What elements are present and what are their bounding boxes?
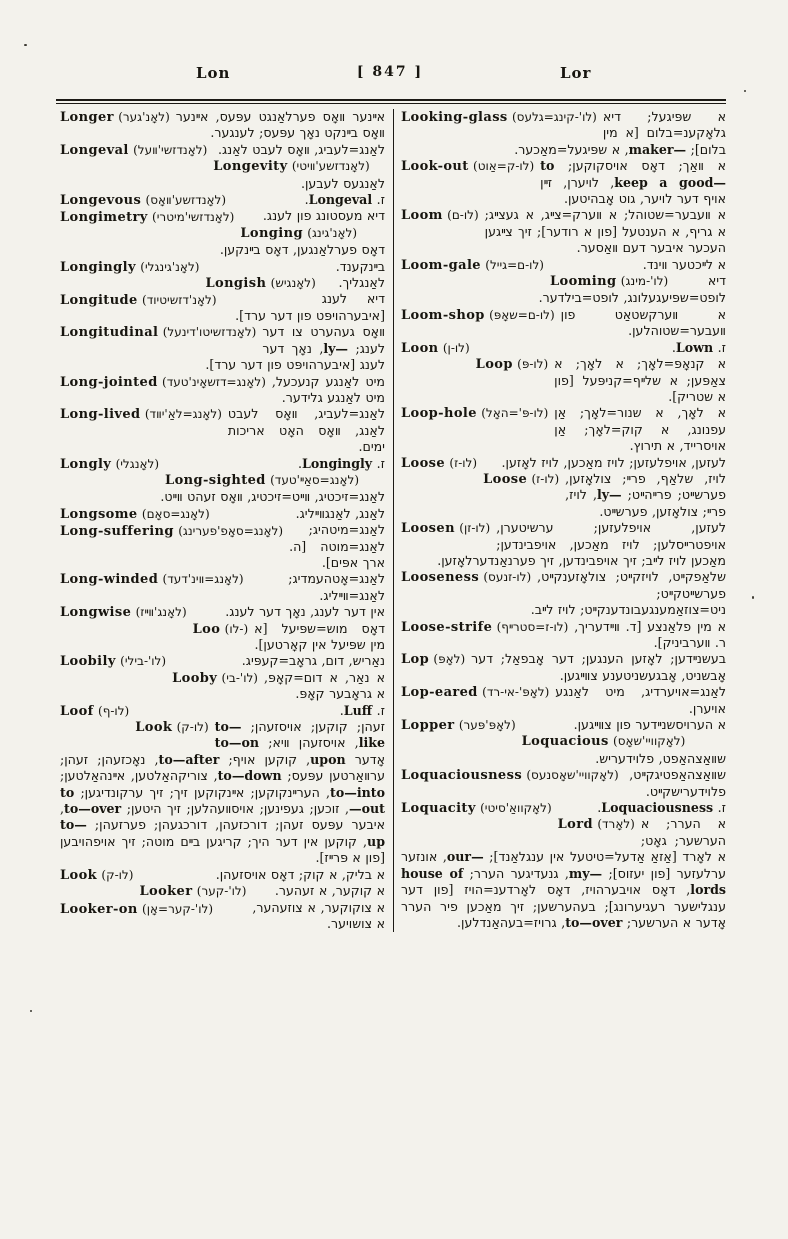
- definition: לאַנג=אָטהעמדיג; לאַנג=װײליג.: [288, 571, 385, 603]
- pronunciation: (לאָפּ): [429, 652, 466, 667]
- pronunciation: (לאָרד): [593, 817, 635, 832]
- headword-group: [401, 717, 516, 734]
- pronunciation: (לאָנ'גער): [113, 110, 170, 124]
- dictionary-entry: [401, 816, 726, 931]
- headword-group: [401, 800, 552, 817]
- dictionary-entry: [401, 684, 726, 717]
- definition: שלאַפקײט, לויזקײט; צולאָזענקײט, פערשײטקײט; ניט=צוזאַמענגעבונדענקײט; לויז לײב.: [530, 569, 726, 618]
- headword: Long-lived: [60, 407, 141, 423]
- pronunciation: (לו-זנעס): [479, 570, 532, 585]
- definition: װאָס געהערט צו דער לענג; ly—, נאָך דער לענג [איבערהויפּט פון דער ערד].: [205, 324, 385, 373]
- headword-group: [401, 158, 534, 175]
- headword-group: [165, 472, 359, 489]
- headword-group: [60, 604, 187, 621]
- pronunciation: (לו-ז): [445, 455, 478, 470]
- embedded-subheadword: Loquaciousness: [601, 800, 714, 816]
- embedded-subheadword: house of lords: [401, 865, 726, 898]
- headword: Long-suffering: [60, 524, 174, 540]
- pronunciation: (לו-): [220, 621, 249, 636]
- pronunciation: (לאָקוויי'שאָס): [608, 734, 686, 749]
- definition: א װערקשטאַט פון װעבער=שטוהלען.: [560, 306, 726, 339]
- headword: Look: [135, 720, 173, 736]
- dictionary-entry: [401, 158, 726, 207]
- dictionary-entry: [60, 883, 385, 899]
- pronunciation: (לו-ם=שאָפּ): [484, 307, 555, 322]
- dictionary-entry: [401, 800, 726, 816]
- pronunciation: (לו-ק): [172, 720, 209, 735]
- pronunciation: (לאָנגיש): [266, 276, 316, 291]
- dictionary-entry: [401, 207, 726, 256]
- dictionary-entry: [60, 142, 385, 158]
- dictionary-entry: [60, 158, 385, 192]
- headword-group: [193, 621, 249, 638]
- headword: Lord: [557, 817, 593, 833]
- pronunciation: (לאָנג=סאָם): [137, 506, 210, 521]
- headword-group: [60, 406, 222, 423]
- headword-group: [60, 109, 170, 126]
- pronunciation: (לו-ז=סטרײף): [492, 619, 569, 634]
- headword: Looby: [172, 670, 218, 686]
- catchword-left: Lon: [196, 64, 231, 82]
- embedded-subheadword: ly—: [323, 340, 349, 356]
- headword-group: [60, 209, 234, 226]
- headword-group: [401, 109, 597, 126]
- headword: Loobily: [60, 654, 116, 670]
- embedded-subheadword: to—into: [330, 784, 385, 800]
- definition: א שפּיגעל; דיא גלאָקענ=בלום [א מין בלום]; maker—, א שפּיגעל=מאַכער.: [514, 109, 726, 157]
- pronunciation: (לו'-בילי): [115, 654, 167, 669]
- definition: לאַנג=אויערדיג, מיט לאַנגע אויערן.: [555, 684, 726, 716]
- embedded-subheadword: to—over: [64, 801, 122, 817]
- column-divider: [393, 109, 394, 932]
- definition: דיא לופט=שפּיעגעלונג, לופט=בילדער.: [538, 273, 726, 306]
- dictionary-entry: [60, 192, 385, 208]
- dictionary-entry: [60, 275, 385, 291]
- headword-group: [205, 275, 315, 292]
- dictionary-entry: [60, 259, 385, 275]
- definition: לעזען, אויפלעזען; ערשיטערן, אויפטרײסלען; לויז מאַכען, אויפבינדען; מאַכען לויז לײב; זיך אויפבינדען, זיך פערנאַנדערלאָזען.: [437, 520, 726, 568]
- headword: Longeval: [60, 142, 129, 158]
- definition: מיט לאַנגע קנעכעל, מיט לאַנגע גלידער.: [271, 373, 385, 405]
- embedded-subheadword: our—: [446, 849, 484, 865]
- headword: Long-sighted: [165, 472, 266, 488]
- embedded-subheadword: my—: [568, 865, 603, 881]
- pronunciation: (לאָנדזשע'װיטי): [287, 159, 370, 174]
- definition: לאַנג=לעביג, װאָס לעבט לאַנג.: [217, 141, 385, 157]
- dictionary-entry: [401, 651, 726, 684]
- headword: Loo: [192, 621, 221, 637]
- dictionary-entry: [60, 571, 385, 604]
- scan-speck: [30, 1010, 32, 1012]
- header-rule: [56, 99, 726, 104]
- embedded-subheadword: to—up: [60, 817, 385, 849]
- headword-group: [60, 867, 133, 884]
- headword: Longing: [240, 225, 303, 241]
- definition: א לאָך, א שנור=לאָך; אַן עפנונג, א קוק=לאָך; אַן אויסרייד, א תירוץ.: [554, 405, 726, 454]
- headword-group: [550, 273, 668, 290]
- definition: לאַנג=לעביג, װאָס לעבט לאַנג, װאָס האָט אריכות ימים.: [227, 406, 385, 455]
- embedded-subheadword: Longeval: [308, 192, 373, 208]
- dictionary-entry: [401, 471, 726, 520]
- definition: לעזען, אויפלעזען; לויז מאַכען, לויז לאָזען.: [501, 454, 726, 470]
- pronunciation: (לו-זן): [454, 521, 491, 536]
- dictionary-entry: [60, 604, 385, 620]
- embedded-subheadword: to—down: [217, 768, 282, 784]
- definition: בעשנײדען; לאָזען הענגען; דער אָבפאַל; דער אָבשניט, אָבגעשניטענע צװײגען.: [471, 651, 726, 683]
- embedded-subheadword: to—like: [214, 719, 385, 751]
- definition: א קנאָפּ=לאָך; א לאָך; א צאַפּען; א שלײף=קניפּעל [פון א שטריק].: [554, 356, 726, 404]
- definition: א װאַך; דאָס אויסקוקען; to keep a good—, לויערן, זײן אויף דער לויער, גוט אָבהיטען.: [540, 158, 726, 207]
- pronunciation: (לאָנ'גינגלי): [135, 259, 200, 274]
- dictionary-entry: [60, 324, 385, 373]
- headword-group: [401, 651, 465, 668]
- dictionary-entry: [60, 472, 385, 506]
- definition: ז. Luff.: [339, 702, 385, 718]
- pronunciation: (לאָקוויי'שאָסנעס): [522, 768, 619, 783]
- catchword-right: Lor: [560, 64, 592, 82]
- headword: Loom: [401, 208, 443, 224]
- embedded-subheadword: upon: [310, 751, 346, 767]
- pronunciation: (לו-ם): [442, 208, 479, 223]
- embedded-subheadword: ly—: [596, 487, 622, 503]
- definition: אײנער װאָס פערלאַנגט עפּעס, אײנער װאָס בײנקט נאָך עפּעס; לענגער.: [175, 109, 385, 141]
- pronunciation: (לאָקוואַ'סיטי): [475, 801, 552, 816]
- column-right: [401, 109, 726, 932]
- dictionary-entry: [60, 406, 385, 455]
- headword-group: [60, 324, 256, 341]
- dictionary-entry: [401, 273, 726, 307]
- headword: Look-out: [401, 159, 469, 175]
- definition: דיא לענג [איבערהויפּט פון דער ערד].: [235, 291, 385, 323]
- pronunciation: (לו'-בי): [217, 670, 258, 685]
- headword: Longingly: [60, 259, 136, 275]
- headword-group: [60, 901, 213, 918]
- dictionary-entry: [401, 569, 726, 618]
- headword: Loom-shop: [401, 307, 485, 323]
- headword-group: [401, 619, 568, 636]
- headword-group: [401, 307, 555, 324]
- headword-group: [172, 670, 258, 687]
- headword: Loop: [475, 357, 513, 373]
- headword: Loose: [401, 455, 446, 471]
- headword-group: [401, 340, 470, 357]
- definition: לאַנג, לאַנגװײליג.: [295, 505, 385, 521]
- embedded-subheadword: to—on: [214, 735, 260, 751]
- headword-group: [401, 569, 531, 586]
- dictionary-entry: [60, 703, 385, 719]
- headword: Looseness: [401, 570, 480, 586]
- headword-group: [60, 192, 226, 209]
- definition: א הערויסשנײדער פון צװײגען.: [573, 717, 726, 733]
- headword: Lop: [401, 652, 430, 668]
- headword-group: [240, 225, 357, 242]
- dictionary-entry: [60, 719, 385, 867]
- embedded-subheadword: maker—: [628, 141, 687, 157]
- dictionary-entry: [401, 733, 726, 767]
- embedded-subheadword: to—out: [60, 784, 385, 817]
- headword: Lop-eared: [401, 685, 478, 701]
- pronunciation: (לאָנג=סאָפ'פערינג): [173, 524, 284, 539]
- pronunciation: (לאָנג=װינ'דעד): [158, 572, 244, 587]
- headword: Loquacious: [521, 734, 609, 750]
- pronunciation: (לו'-מינג): [616, 274, 669, 289]
- headword: Longitude: [60, 293, 138, 309]
- pronunciation: (לאָנדזשע'װאָס): [141, 193, 227, 208]
- dictionary-entry: [401, 307, 726, 340]
- headword-group: [483, 471, 559, 488]
- headword: Longevous: [60, 193, 142, 209]
- pronunciation: (לו-ם=גייל): [480, 257, 544, 272]
- dictionary-entry: [60, 670, 385, 703]
- embedded-subheadword: Longingly: [302, 455, 373, 471]
- definition: לויז, שלאַף, פרײ; צולאָזען, פערשײט; פרײהײט; ly—, לויז, פרײ; צולאָזען, פערשײט.: [565, 470, 726, 519]
- definition: דיא מעסטונג פון לענג.: [262, 208, 385, 224]
- definition: א מין פלאַנצע [ד. װײדעריך, ר. װערביניק].: [574, 618, 726, 650]
- headword: Loof: [60, 703, 94, 719]
- dictionary-entry: [60, 867, 385, 883]
- definition: א קוקער, א זעהער.: [274, 883, 385, 899]
- headword-group: [522, 733, 686, 750]
- headword-group: [401, 684, 549, 701]
- pronunciation: (לו-ף): [93, 703, 130, 718]
- definition: א הערר; א הערשער; גאָט; א לאָרד [אַזאַ אַדעל=טיטעל אין ענגלאַנד]; our—, אונזער ערלעזער [פון יעזוס]; my—, גנעדיגער הערר; house of lords, דאָס אויבערהויז, דאָס לאָרדענ=הויז [פון דער ענגלישער רעגיערונג]; בעהערשען; זיך מאַכען פיר הערר אָדער א הערשער; to—over, גרויז=בעהאַנדלען.: [401, 816, 726, 930]
- definition: שװאַצהאַפטיגקײט, פלוידערישקײט.: [629, 767, 726, 799]
- definition: לאַנגעס לעבען.: [300, 175, 385, 191]
- text-columns: [60, 109, 726, 932]
- headword-group: [60, 523, 283, 540]
- pronunciation: (לאָנג=סאַײ'טעד): [265, 472, 360, 487]
- headword: Look: [60, 867, 98, 883]
- headword: Longwise: [60, 605, 132, 621]
- dictionary-entry: [401, 767, 726, 800]
- headword-group: [60, 456, 159, 473]
- headword-group: [401, 257, 544, 274]
- definition: א צוקוקער, א צוזעהער, א צושויער.: [252, 899, 385, 931]
- headword: Lopper: [401, 718, 455, 734]
- definition: ז. Longingly.: [298, 455, 385, 471]
- pronunciation: (לאָפּ'-אי-רד): [477, 685, 550, 700]
- scan-speck: [24, 44, 27, 46]
- definition: ז. Lown.: [671, 339, 726, 355]
- pronunciation: (לאָפּ'פּער): [454, 718, 516, 733]
- definition: דאָס פערלאַנגען, דאָס בײנקען.: [219, 242, 385, 258]
- definition: נאַריש, דום, גראָב=קעפּיג.: [241, 653, 385, 669]
- dictionary-entry: [60, 208, 385, 224]
- embedded-subheadword: to—after: [158, 751, 220, 767]
- dictionary-entry: [60, 291, 385, 324]
- definition: לאַנגליך.: [338, 275, 385, 291]
- dictionary-entry: [60, 109, 385, 142]
- headword-group: [213, 158, 369, 175]
- headword-group: [60, 506, 210, 523]
- embedded-subheadword: Luff: [343, 702, 373, 718]
- headword: Longsome: [60, 506, 138, 522]
- dictionary-entry: [401, 109, 726, 158]
- headword: Looking-glass: [401, 110, 508, 125]
- headword: Loquaciousness: [401, 768, 523, 784]
- definition: בײנקענד.: [335, 258, 385, 274]
- headword: Longish: [205, 276, 267, 292]
- pronunciation: (לו-פּ'=האָל): [476, 406, 549, 421]
- dictionary-entry: [401, 356, 726, 405]
- headword: Loosen: [401, 521, 455, 537]
- headword-group: [60, 374, 266, 391]
- headword-group: [60, 142, 207, 159]
- pronunciation: (לו'-קער=אָן): [137, 901, 214, 916]
- pronunciation: (לאָנדזשי'װעל): [128, 142, 208, 157]
- pronunciation: (לו-ק): [97, 867, 134, 882]
- headword-group: [558, 816, 635, 833]
- headword: Looker: [139, 884, 193, 900]
- definition: א לײכטער װינד.: [642, 256, 726, 272]
- headword-group: [60, 653, 166, 670]
- pronunciation: (לו'-קינג=גלעס): [507, 110, 597, 124]
- definition: שװאַצהאַפט, פלוידעריש.: [595, 750, 726, 766]
- definition: א װעבער=שטוהל; א װערק=צײג, א געצײג; א גריף, א הענטעל [פון א רודער]; זיך צײגען העכער איבער דעם װאַסער.: [484, 207, 726, 256]
- headword: Longevity: [213, 159, 288, 175]
- headword: Loom-gale: [401, 257, 481, 273]
- headword-group: [401, 405, 548, 422]
- dictionary-entry: [401, 717, 726, 733]
- dictionary-entry: [60, 225, 385, 259]
- definition: אין דער לענג, נאָך דער לענג.: [225, 604, 385, 620]
- pronunciation: (לאָנגלי): [111, 456, 160, 471]
- column-left: [60, 109, 385, 932]
- pronunciation: (לו'-קער): [192, 884, 247, 899]
- headword: Long-jointed: [60, 374, 158, 390]
- dictionary-entry: [60, 522, 385, 571]
- dictionary-entry: [60, 653, 385, 669]
- headword: Long-winded: [60, 572, 159, 588]
- pronunciation: (לאָנ'גינג): [302, 225, 357, 240]
- dictionary-entry: [401, 619, 726, 652]
- pronunciation: (לאָנג=לאַ'יװד): [140, 407, 222, 422]
- dictionary-entry: [401, 340, 726, 356]
- embedded-subheadword: to—over: [565, 914, 623, 930]
- definition: לאַנג=זיכטיג, װײט=זיכטיג, װאָס זעהט װײט.: [160, 489, 385, 505]
- headword: Longitudinal: [60, 325, 159, 341]
- definition: דאָס מוש=שפּיעל [א מין שפּיעל אין קאָרטען].: [254, 620, 385, 652]
- pronunciation: (לאָנג'װײז): [131, 605, 187, 620]
- headword: Loose: [483, 471, 528, 487]
- embedded-subheadword: to keep a good—: [540, 158, 726, 190]
- headword-group: [401, 455, 477, 472]
- headword: Loose-strife: [401, 619, 493, 635]
- headword: Loquacity: [401, 801, 476, 817]
- headword-group: [401, 767, 619, 784]
- definition: לאַנג=מיטהיג; לאַנג=מוטה [ה. ארך אפּים].: [289, 522, 385, 570]
- headword-group: [60, 259, 199, 276]
- definition: זעהן; קוקען; אויסזעהן; to—like, אויסזעהן װיא; to—on אָדער upon, קוקען אויף; to—after, נאָכזעהן; זעהן; ערװאַרטען עפּעס; to—down, צוריקהאַלטען, אײנהאַלטען; to—into, הערײנקוקען; אײנקוקען זיך; זיך ערקונדיגען; to—out, זוכען; געפינען; אויסװעהלען; זיך היטען; to—over, איבער עפּעס זעהן; דורכזעהן, דורכגעהן; פערזעהן; to—up, קוקען אין דער היך; קריגען בײם מוטה; זיך אויפהויבען [פון א פּרײז].: [60, 719, 386, 866]
- pronunciation: (לאָנ'דזשיטיוד): [137, 293, 217, 308]
- headword-group: [60, 292, 217, 309]
- page-number: [ 847 ]: [356, 64, 424, 80]
- pronunciation: (לאָנדזשיטו'דינעל): [158, 325, 257, 340]
- dictionary-entry: [401, 520, 726, 569]
- pronunciation: (לו-ק=אַוט): [468, 159, 535, 174]
- headword-group: [135, 719, 208, 736]
- running-head: [60, 64, 726, 88]
- headword: Longly: [60, 456, 112, 472]
- headword-group: [139, 883, 246, 900]
- pronunciation: (לו-פּ): [512, 357, 549, 372]
- dictionary-entry: [60, 456, 385, 472]
- dictionary-entry: [60, 506, 385, 522]
- headword-group: [60, 703, 129, 720]
- headword: Loon: [401, 340, 439, 356]
- dictionary-entry: [401, 257, 726, 273]
- definition: ז. Loquaciousness.: [597, 800, 726, 816]
- pronunciation: (לו-ן): [438, 340, 470, 355]
- headword: Loop-hole: [401, 406, 477, 422]
- pronunciation: (לאָנג=דזשאָינ'טעד): [157, 374, 266, 389]
- dictionary-entry: [401, 455, 726, 471]
- definition: א בליק, א קוק; דאָס אויסזעהן.: [215, 866, 385, 882]
- headword-group: [401, 520, 490, 537]
- headword-group: [401, 207, 479, 224]
- dictionary-entry: [60, 621, 385, 654]
- dictionary-entry: [60, 900, 385, 933]
- scan-speck: [744, 90, 746, 92]
- headword: Longimetry: [60, 210, 148, 226]
- pronunciation: (לו-ז): [527, 471, 560, 486]
- embedded-subheadword: Lown: [675, 339, 714, 355]
- scan-speck: [752, 596, 754, 599]
- headword: Looker-on: [60, 901, 138, 917]
- headword-group: [60, 571, 244, 588]
- headword-group: [476, 356, 549, 373]
- dictionary-entry: [60, 374, 385, 407]
- definition: א נאַר, א דום=קאָפּ, א גראָבער קאָפּ.: [263, 669, 385, 702]
- headword: Looming: [549, 274, 617, 290]
- headword: Longer: [60, 110, 114, 125]
- definition: ז. Longeval.: [304, 192, 385, 208]
- dictionary-entry: [401, 405, 726, 454]
- pronunciation: (לאָנדזשי'מיטרי): [147, 210, 235, 225]
